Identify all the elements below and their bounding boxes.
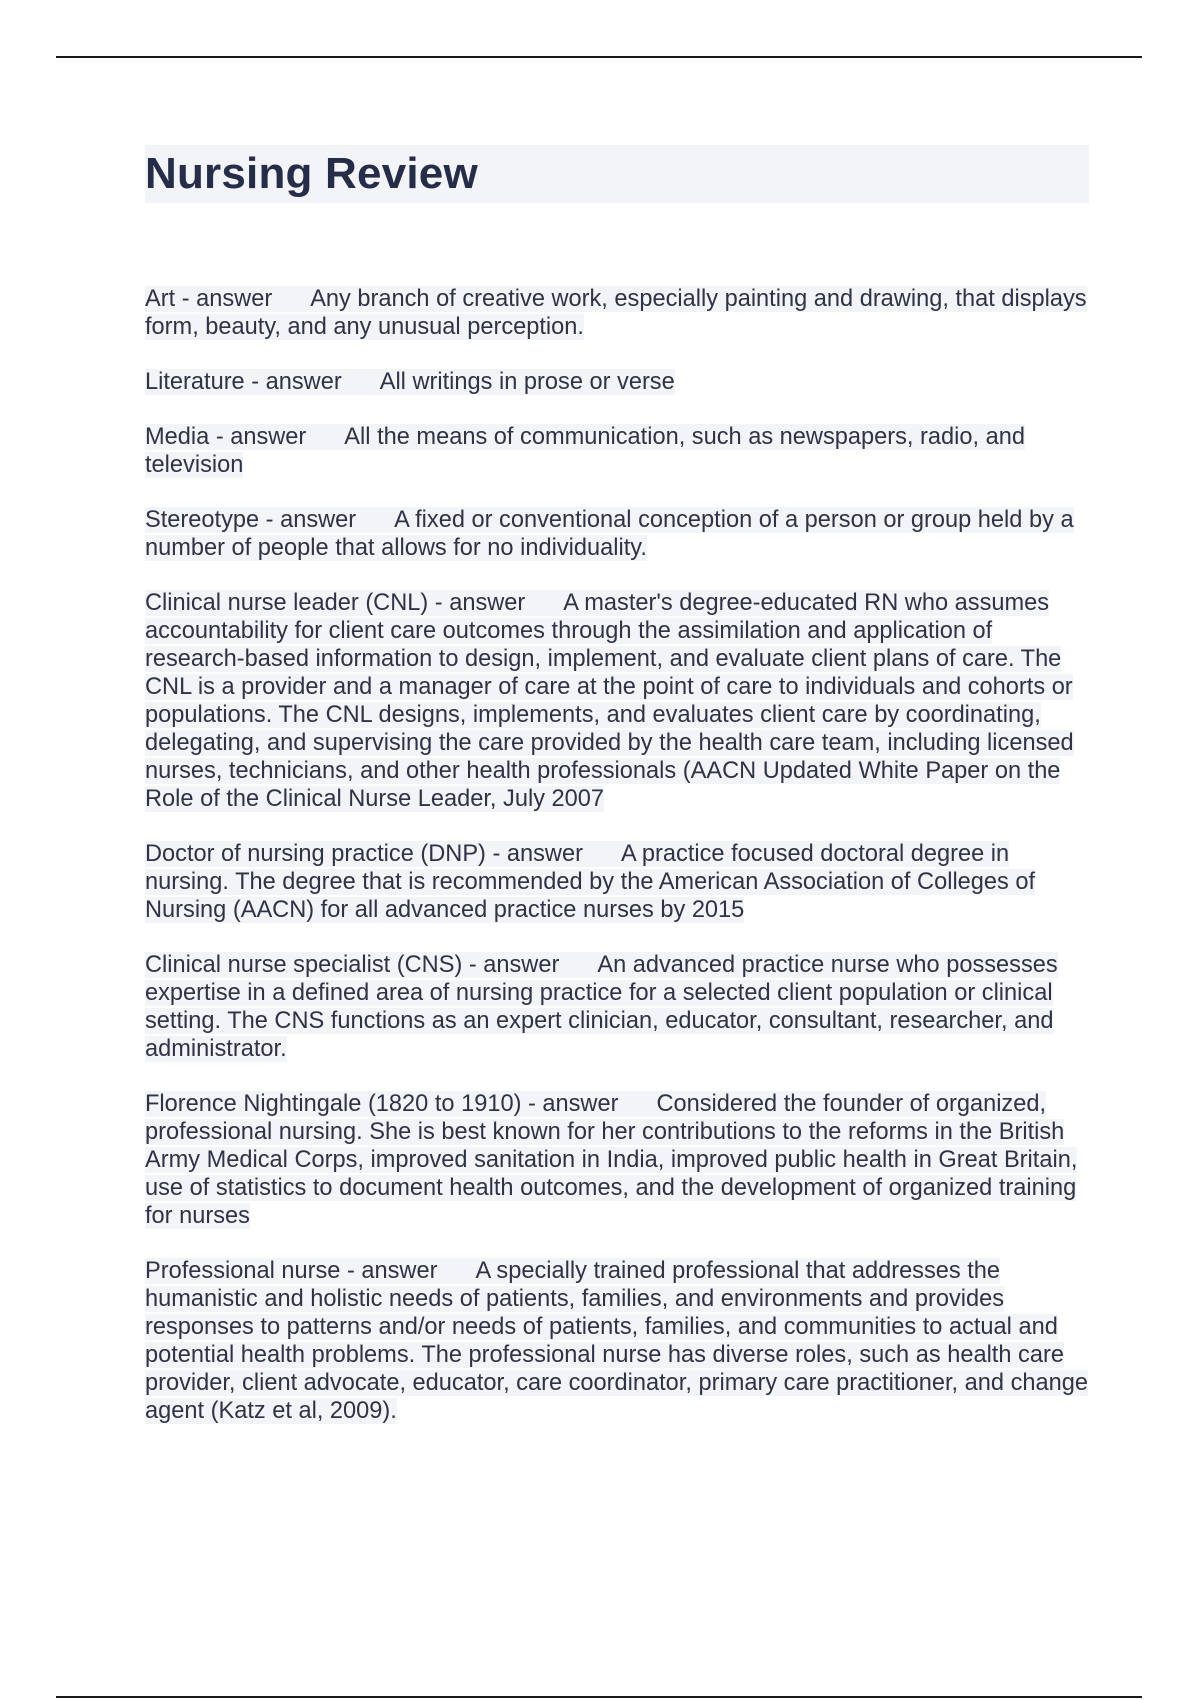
- entry-definition: All the means of communication, such as newspapers, radio, and television: [145, 424, 1025, 478]
- entry-definition: Considered the founder of organized, professional nursing. She is best known for her contributions to the reforms in the British Army Medical Corps, improved sanitation in India, improved public health in Great Britain, use of statistics to document health outcomes, and the development of organized training for nurses: [145, 1091, 1078, 1229]
- entry-definition: A fixed or conventional conception of a person or group held by a number of people that allows for no individuality.: [145, 507, 1074, 561]
- entry-definition: A practice focused doctoral degree in nursing. The degree that is recommended by the American Association of Colleges of Nursing (AACN) for all advanced practice nurses by 2015: [145, 841, 1036, 923]
- entry-definition: A master's degree-educated RN who assumes accountability for client care outcomes through the assimilation and application of research-based information to design, implement, and evaluate client plans of care. The CNL is a provider and a manager of care at the point of care to individuals and cohorts or populations. The CNL designs, implements, and evaluates client care by coordinating, delegating, and supervising the care provided by the health care team, including licensed nurses, technicians, and other health professionals (AACN Updated White Paper on the Role of the Clinical Nurse Leader, July 2007: [145, 590, 1074, 812]
- top-rule: [56, 56, 1142, 58]
- list-item: [145, 285, 1089, 341]
- entry-term: Florence Nightingale (1820 to 1910) - answer: [145, 1091, 619, 1117]
- entry-term: Clinical nurse leader (CNL) - answer: [145, 590, 526, 616]
- list-item: [145, 951, 1089, 1063]
- document-body: [145, 145, 1089, 1452]
- entry-term: Doctor of nursing practice (DNP) - answer: [145, 841, 583, 867]
- bottom-rule: [56, 1696, 1142, 1698]
- entry-definition: All writings in prose or verse: [379, 369, 675, 395]
- entry-definition: Any branch of creative work, especially painting and drawing, that displays form, beauty, and any unusual perception.: [145, 286, 1087, 340]
- entry-term: Stereotype - answer: [145, 507, 357, 533]
- entry-term: Media - answer: [145, 424, 307, 450]
- list-item: [145, 589, 1089, 813]
- entry-definition: A specially trained professional that addresses the humanistic and holistic needs of patients, families, and environments and provides responses to patterns and/or needs of patients, families, and communities to actual and potential health problems. The professional nurse has diverse roles, such as health care provider, client advocate, educator, care coordinator, primary care practitioner, and change agent (Katz et al, 2009).: [145, 1258, 1088, 1424]
- title-block: [145, 145, 1089, 203]
- list-item: [145, 368, 1089, 396]
- list-item: [145, 1257, 1089, 1425]
- list-item: [145, 506, 1089, 562]
- page-title: Nursing Review: [145, 149, 478, 198]
- list-item: [145, 423, 1089, 479]
- entry-list: [145, 285, 1089, 1425]
- entry-term: Literature - answer: [145, 369, 342, 395]
- entry-term: Professional nurse - answer: [145, 1258, 438, 1284]
- entry-term: Art - answer: [145, 286, 273, 312]
- entry-term: Clinical nurse specialist (CNS) - answer: [145, 952, 560, 978]
- list-item: [145, 840, 1089, 924]
- list-item: [145, 1090, 1089, 1230]
- entry-definition: An advanced practice nurse who possesses expertise in a defined area of nursing practice for a selected client population or clinical setting. The CNS functions as an expert clinician, educator, consultant, researcher, and administrator.: [145, 952, 1058, 1062]
